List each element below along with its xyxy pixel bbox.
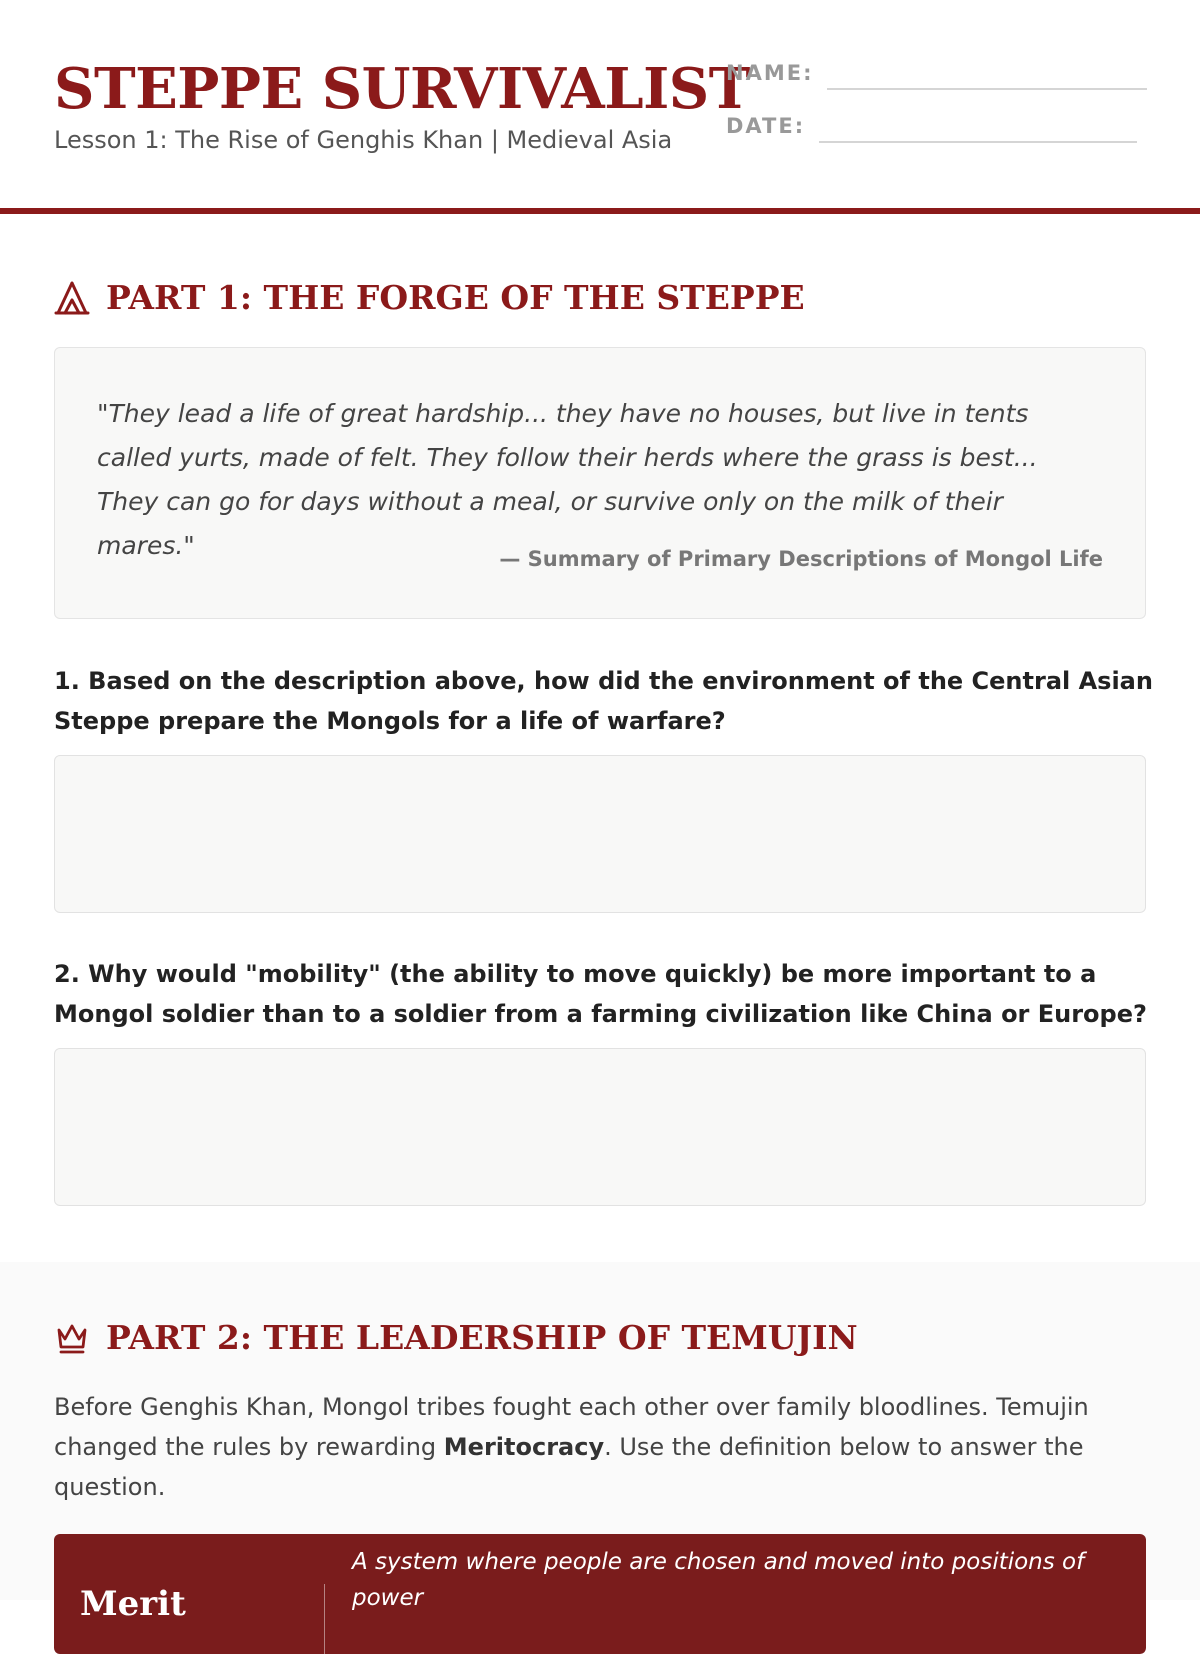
quote-attribution: — Summary of Primary Descriptions of Mongol Life: [499, 547, 1103, 571]
intro-text-start: Before Genghis Khan, Mongol tribes fought each other over family bloodlines. Temujin changed the rules by rewarding: [54, 1393, 1089, 1461]
worksheet-header: [0, 0, 1200, 214]
answer-box-1[interactable]: [54, 755, 1146, 913]
date-label: DATE:: [726, 114, 806, 138]
intro-text-end: . Use the definition below to answer the question.: [54, 1433, 1084, 1501]
tent-icon: [54, 280, 90, 316]
meritocracy-term: Meritocracy: [443, 1433, 605, 1461]
date-input-line[interactable]: [819, 141, 1137, 143]
definition-divider: [324, 1584, 325, 1654]
question-1: 1. Based on the description above, how did the environment of the Central Asian Steppe prepare the Mongols for a life of warfare?: [54, 667, 1153, 735]
crown-icon: [54, 1320, 90, 1356]
worksheet-title: STEPPE SURVIVALIST: [54, 56, 750, 122]
name-field: [726, 58, 1147, 88]
name-input-line[interactable]: [827, 88, 1147, 90]
part2-title: PART 2: THE LEADERSHIP OF TEMUJIN: [106, 1318, 858, 1357]
date-field: [726, 111, 1137, 141]
primary-source-quote: "They lead a life of great hardship... they have no houses, but live in tents called yurts, made of felt. They follow their herds where the grass is best... They can go for days without a meal, or survive only on the milk of their mares.": [97, 399, 1038, 560]
answer-box-2[interactable]: [54, 1048, 1146, 1206]
definition-term: Merit: [80, 1584, 186, 1624]
definition-text: A system where people are chosen and moved into positions of power: [352, 1549, 1085, 1611]
part2-intro: [54, 1387, 1154, 1507]
lesson-subtitle: Lesson 1: The Rise of Genghis Khan | Medieval Asia: [54, 126, 673, 154]
question-2: 2. Why would "mobility" (the ability to move quickly) be more important to a Mongol soldier than to a soldier from a farming civilization like China or Europe?: [54, 960, 1147, 1028]
part1-title: PART 1: THE FORGE OF THE STEPPE: [106, 278, 805, 317]
definition-box: [54, 1534, 1146, 1654]
name-label: NAME:: [726, 61, 814, 85]
primary-source-quote-box: [54, 347, 1146, 619]
part2-heading: [54, 1316, 858, 1360]
part1-heading: [54, 276, 805, 320]
